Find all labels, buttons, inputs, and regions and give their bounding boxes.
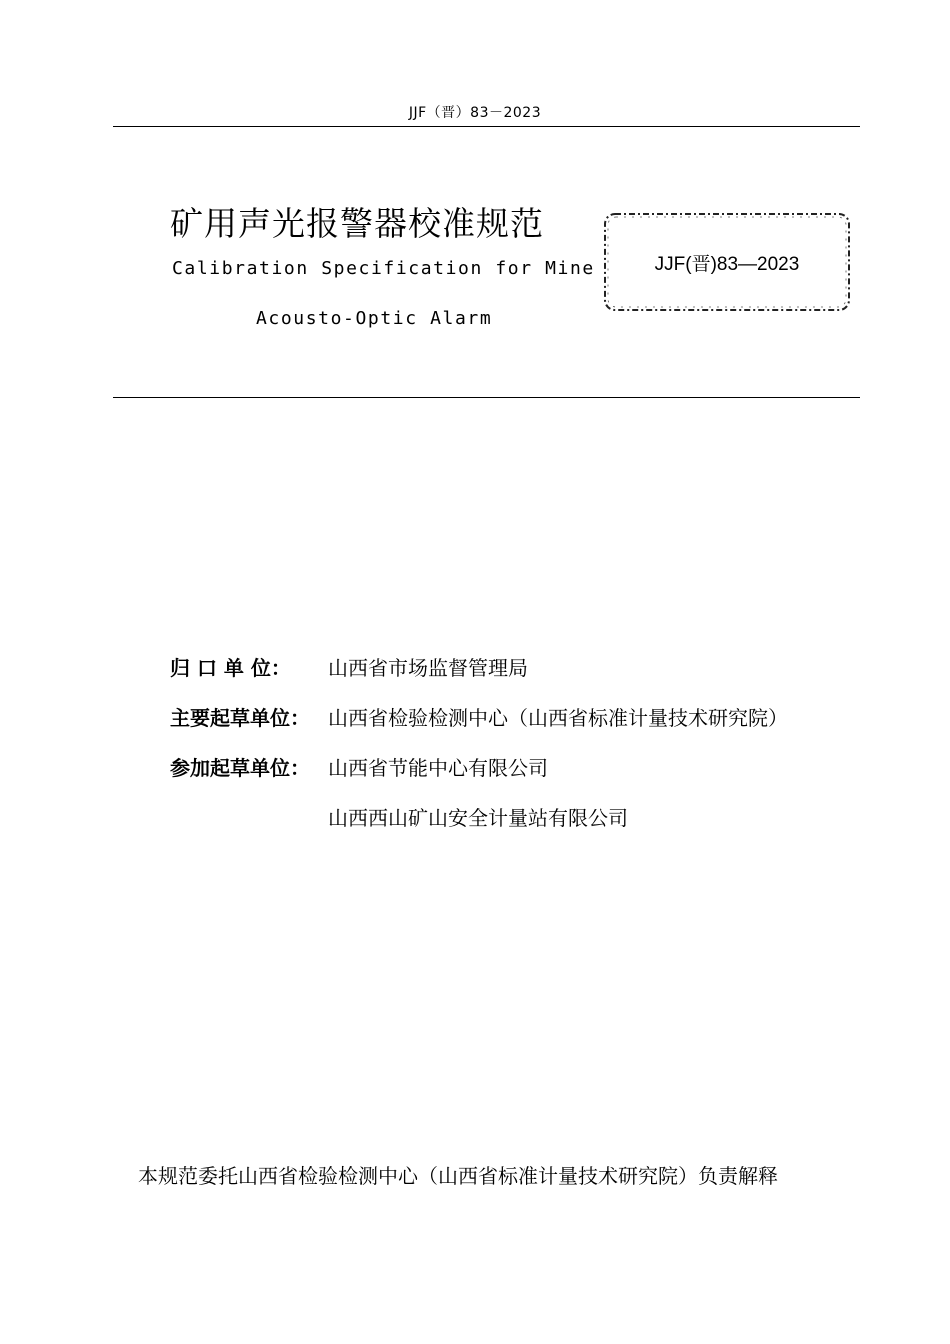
middle-rule xyxy=(113,397,860,398)
title-chinese: 矿用声光报警器校准规范 xyxy=(170,204,544,243)
responsible-unit-label: 归 口 单 位： xyxy=(170,656,291,680)
standard-code-box xyxy=(600,209,854,315)
participating-unit-row-2 xyxy=(170,802,788,852)
standard-code-box-text: JJF(晋)83—2023 xyxy=(654,254,800,275)
participating-unit-value-2: 山西西山矿山安全计量站有限公司 xyxy=(328,806,628,830)
header-standard-code: JJF（晋）83－2023 xyxy=(408,105,542,121)
organizations-block xyxy=(170,652,788,852)
top-rule xyxy=(113,126,860,127)
participating-unit-row xyxy=(170,752,788,802)
interpretation-note: 本规范委托山西省检验检测中心（山西省标准计量技术研究院）负责解释 xyxy=(138,1164,778,1188)
title-english-line2: Acousto-Optic Alarm xyxy=(256,308,493,329)
participating-unit-label: 参加起草单位： xyxy=(170,756,310,780)
participating-unit-value-1: 山西省节能中心有限公司 xyxy=(328,756,548,780)
responsible-unit-value: 山西省市场监督管理局 xyxy=(328,656,528,680)
main-drafting-unit-label: 主要起草单位： xyxy=(170,706,310,730)
title-english-line1: Calibration Specification for Mine xyxy=(172,258,595,279)
main-drafting-unit-value: 山西省检验检测中心（山西省标准计量技术研究院） xyxy=(328,706,788,730)
responsible-unit-row xyxy=(170,652,788,702)
main-drafting-unit-row xyxy=(170,702,788,752)
